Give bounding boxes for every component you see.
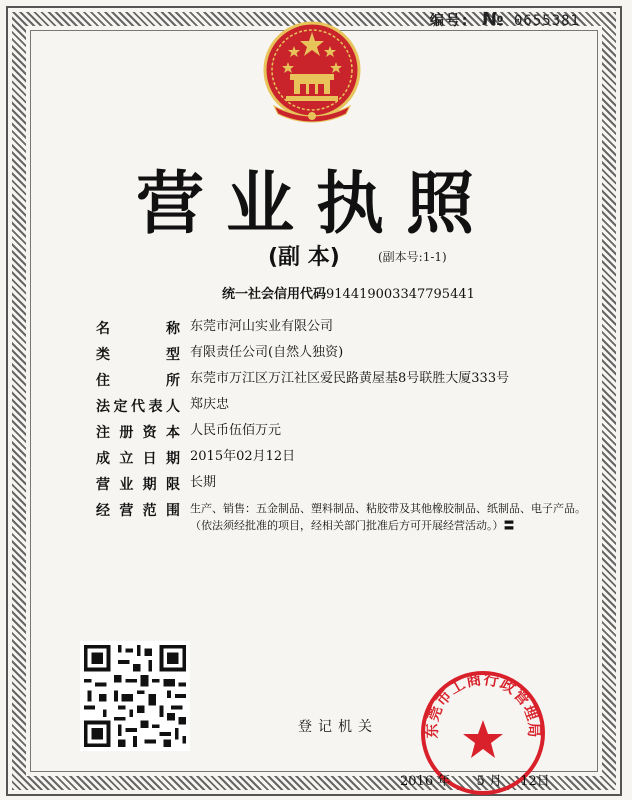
credit-code [222, 283, 475, 302]
serial-number [430, 9, 580, 30]
field-row [96, 474, 596, 500]
document-title: 营业执照 [135, 165, 496, 244]
issue-date [400, 770, 550, 789]
national-emblem-icon [260, 18, 364, 126]
serial-prefix: № [481, 9, 504, 30]
field-label-capital: 注 册 资 本 [96, 425, 180, 441]
credit-code-value: 914419003347795441 [326, 287, 475, 302]
credit-code-label: 统一社会信用代码 [222, 287, 327, 302]
field-label-term: 营 业 期 限 [96, 477, 180, 493]
field-row [96, 448, 596, 474]
field-value-term: 长期 [190, 475, 217, 490]
field-row [96, 318, 596, 344]
date-day-unit: 日 [536, 774, 550, 789]
field-value-name: 东莞市河山实业有限公司 [190, 319, 334, 334]
field-value-established: 2015年02月12日 [190, 449, 296, 464]
field-value-type: 有限责任公司(自然人独资) [190, 345, 344, 360]
serial-value: 0655381 [513, 13, 580, 29]
field-label-name: 名 称 [96, 321, 180, 337]
date-month-unit: 月 [488, 774, 502, 789]
date-month: 5 [476, 774, 485, 789]
field-row [96, 370, 596, 396]
qr-code-icon [80, 641, 190, 751]
field-value-legal-rep: 郑庆忠 [190, 397, 230, 412]
field-row [96, 396, 596, 422]
field-row [96, 500, 596, 534]
field-value-capital: 人民币伍佰万元 [190, 423, 282, 438]
field-row [96, 344, 596, 370]
document-subtitle: (副 本) [268, 245, 340, 270]
field-label-address: 住 所 [96, 373, 180, 389]
date-day: 12 [520, 774, 537, 789]
svg-text:东莞市工商行政管理局: 东莞市工商行政管理局 [422, 669, 544, 739]
field-value-scope: 生产、销售：五金制品、塑料制品、粘胶带及其他橡胶制品、纸制品、电子产品。（依法须经批准的项目，经相关部门批准后方可开展经营活动。）〓 [190, 502, 586, 532]
serial-label: 编号: [429, 13, 470, 29]
field-label-scope: 经 营 范 围 [96, 503, 180, 519]
field-label-legal-rep: 法 定 代 表 人 [96, 399, 180, 415]
field-row [96, 422, 596, 448]
date-year: 2016 [400, 774, 434, 789]
field-value-address: 东莞市万江区万江社区爱民路黄屋基8号联胜大厦333号 [190, 371, 510, 386]
copy-number: (副本号:1-1) [378, 250, 447, 264]
field-label-established: 成 立 日 期 [96, 451, 180, 467]
registration-authority: 登记机关 [298, 719, 378, 735]
license-fields [96, 318, 596, 534]
date-year-unit: 年 [437, 774, 451, 789]
field-label-type: 类 型 [96, 347, 180, 363]
